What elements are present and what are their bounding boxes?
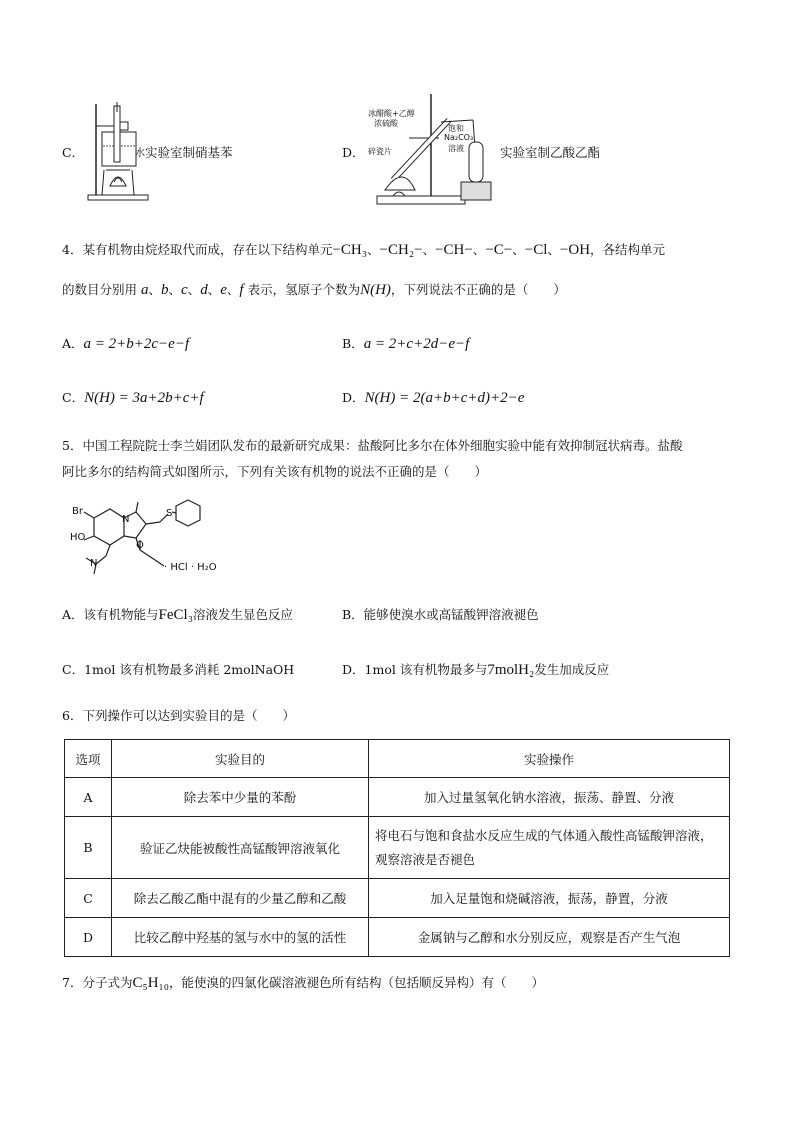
q4-stem-line2: 的数目分别用 a、b、c、d、e、f 表示，氢原子个数为N(H)，下列说法不正确的是（ ） (62, 282, 566, 298)
saturated-label-3: 溶液 (448, 144, 464, 153)
q3-option-c-text: 实验室制硝基苯 (145, 145, 233, 160)
row-goal: 验证乙炔能被酸性高锰酸钾溶液氧化 (112, 817, 369, 879)
ho-label: HO (70, 532, 86, 543)
o-label: O (136, 540, 144, 551)
q5-option-a: A．该有机物能与FeCl₃溶液发生显色反应 (62, 607, 293, 623)
table-row (65, 879, 730, 918)
q5-option-c: C．1mol 该有机物最多消耗 2molNaOH (62, 662, 295, 677)
q5-stem-line2: 阿比多尔的结构简式如图所示，下列有关该有机物的说法不正确的是（ ） (62, 464, 488, 479)
table-row (65, 918, 730, 957)
q4-stem-line1: 4．某有机物由烷烃取代而成，存在以下结构单元−CH₃、−CH₂−、−CH−、−C−、−Cl、−OH，各结构单元 (62, 242, 666, 258)
saturated-label-2: Na₂CO₃ (444, 133, 474, 142)
row-option: C (65, 879, 112, 918)
q5-stem-line1: 5．中国工程院院士李兰娟团队发布的最新研究成果：盐酸阿比多尔在体外细胞实验中能有效抑制冠状病毒。盐酸 (62, 438, 683, 453)
q7-stem: 7．分子式为C₅H₁₀，能使溴的四氯化碳溶液褪色所有结构（包括顺反异构）有（ ） (62, 975, 544, 991)
row-goal: 除去苯中少量的苯酚 (112, 778, 369, 817)
q6-stem: 6．下列操作可以达到实验目的是（ ） (62, 708, 295, 723)
br-label: Br (72, 506, 83, 517)
s-label: S (166, 508, 173, 519)
c-unit: −C− (485, 242, 513, 258)
header-goal: 实验目的 (112, 740, 369, 778)
header-operation: 实验操作 (369, 740, 730, 778)
q3-option-d-letter: D． (342, 145, 365, 160)
water-label: 水 (135, 148, 145, 159)
q5-option-b: B．能够使溴水或高锰酸钾溶液褪色 (342, 607, 539, 622)
table-row (65, 778, 730, 817)
n-amine-label: N (90, 558, 98, 569)
q4-option-d: D．N(H) = 2(a+b+c+d)+2−e (342, 390, 525, 406)
header-option: 选项 (65, 740, 112, 778)
q4-option-b: B．a = 2+c+2d−e−f (342, 336, 470, 352)
row-option: B (65, 817, 112, 879)
row-operation: 加入过量氢氧化钠水溶液，振荡、静置、分液 (369, 778, 730, 817)
salt-label: · HCl · H₂O (164, 562, 217, 573)
q4-option-a: A．a = 2+b+2c−e−f (62, 336, 190, 352)
q5-option-d: D．1mol 该有机物最多与7molH₂发生加成反应 (342, 662, 610, 678)
row-operation: 加入足量饱和烧碱溶液，振荡，静置，分液 (369, 879, 730, 918)
row-operation: 金属钠与乙醇和水分别反应，观察是否产生气泡 (369, 918, 730, 957)
n-indole-label: N (122, 514, 130, 525)
reagent-label-1: 冰醋酸+乙醇 (368, 109, 415, 118)
q3-option-d-text: 实验室制乙酸乙酯 (500, 145, 601, 160)
row-option: A (65, 778, 112, 817)
saturated-label-1: 饱和 (448, 124, 464, 133)
row-goal: 除去乙酸乙酯中混有的少量乙醇和乙酸 (112, 879, 369, 918)
row-option: D (65, 918, 112, 957)
ch-unit: −CH− (435, 242, 473, 258)
experiment-table (64, 739, 730, 957)
q4-option-c: C．N(H) = 3a+2b+c+f (62, 390, 204, 406)
table-row (65, 817, 730, 879)
q3-option-c-letter: C． (62, 145, 85, 160)
row-goal: 比较乙醇中羟基的氢与水中的氢的活性 (112, 918, 369, 957)
chips-label: 碎瓷片 (368, 147, 392, 156)
reagent-label-2: 浓硫酸 (374, 119, 398, 128)
table-header-row (65, 740, 730, 778)
row-operation: 将电石与饱和食盐水反应生成的气体通入酸性高锰酸钾溶液，观察溶液是否褪色 (369, 817, 730, 879)
